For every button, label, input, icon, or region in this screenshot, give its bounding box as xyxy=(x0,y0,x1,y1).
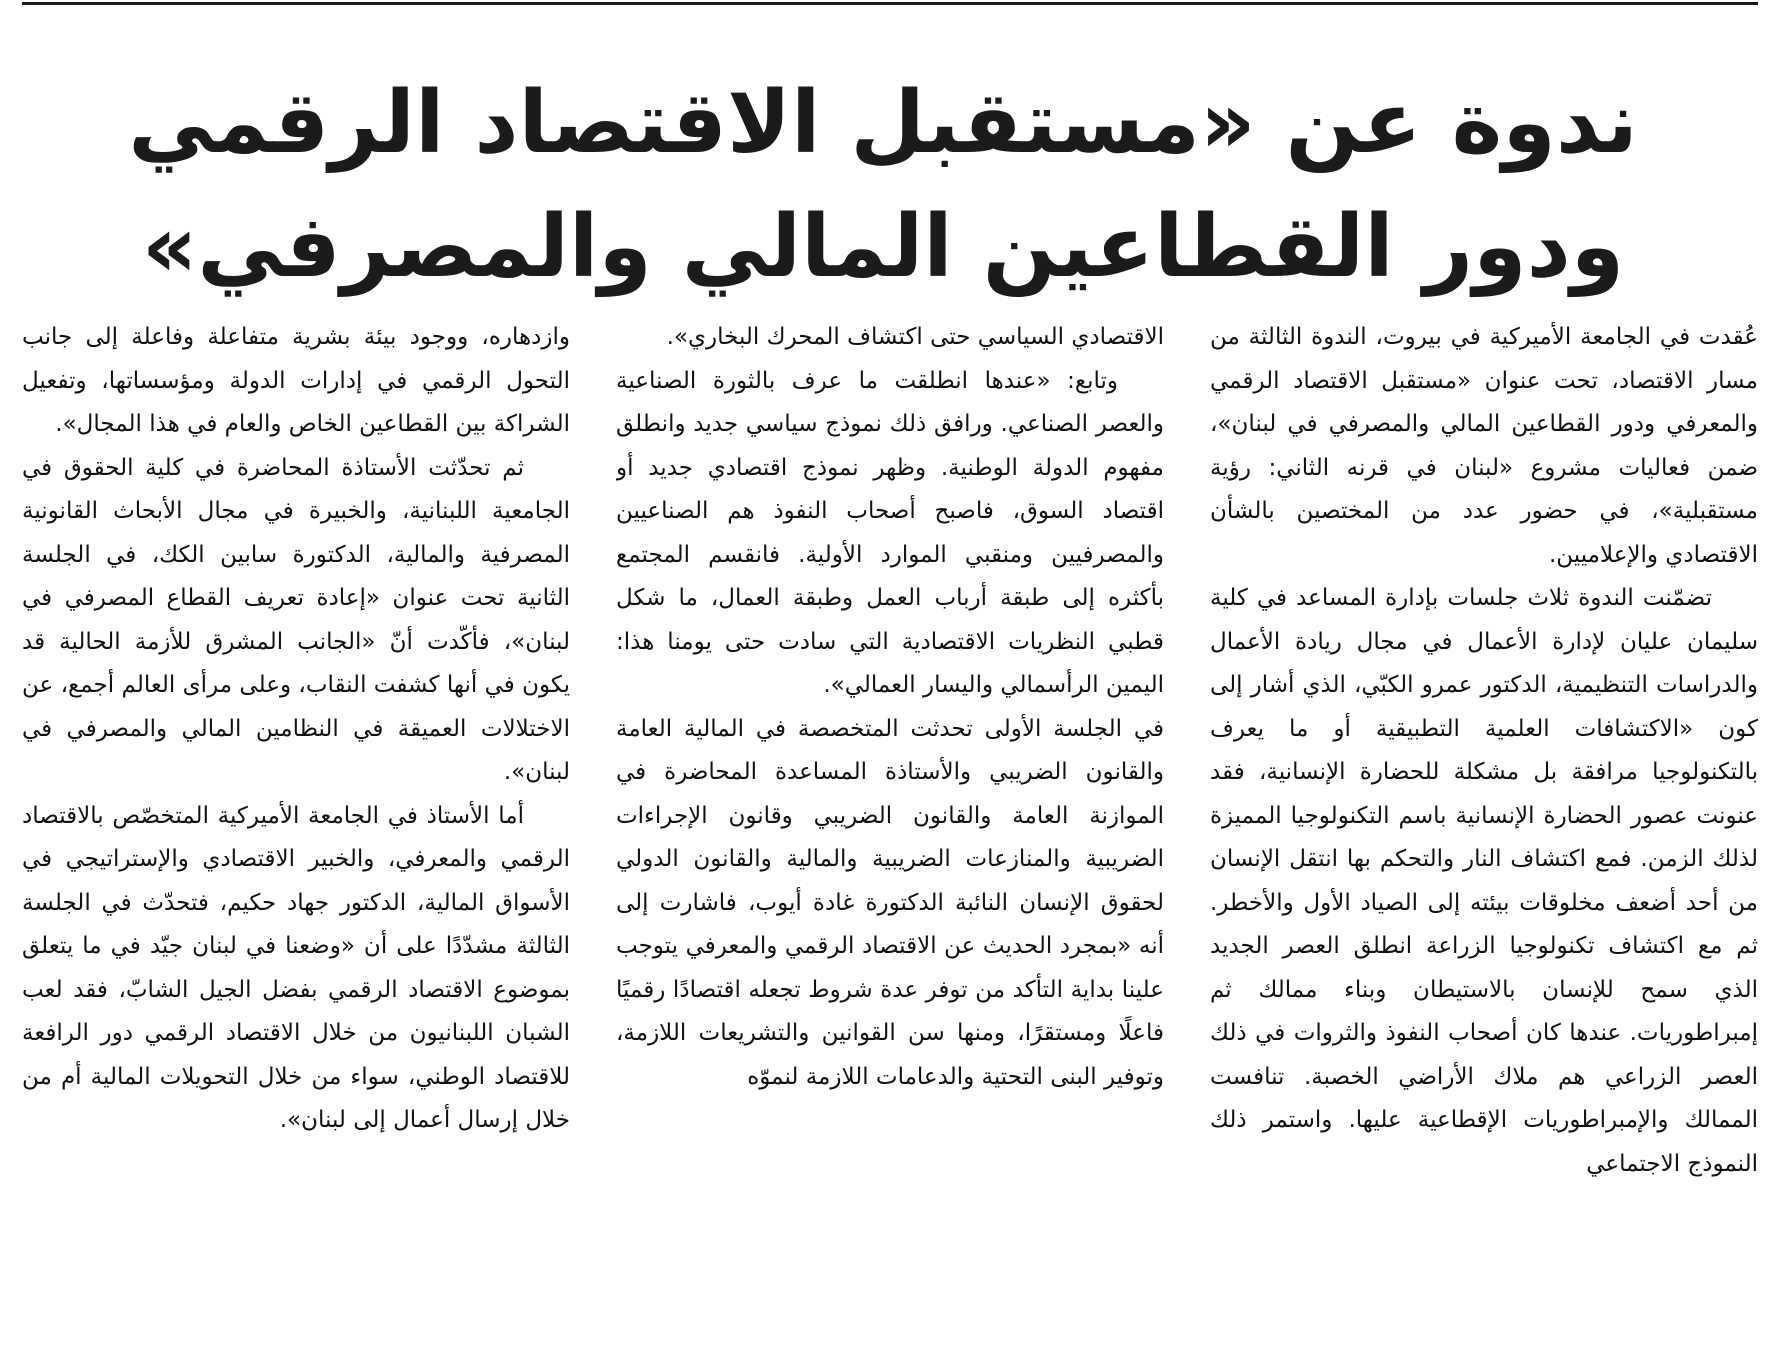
paragraph: وتابع: «عندها انطلقت ما عرف بالثورة الصناعية والعصر الصناعي. ورافق ذلك نموذج سياسي جديد وانطلق مفهوم الدولة الوطنية. وظهر نموذج اقتصادي جديد أو اقتصاد السوق، فاصبح أصحاب النفوذ هم الصناعيين والمصرفيين ومنقبي الموارد الأولية. فانقسم المجتمع بأكثره إلى طبقة أرباب العمل وطبقة العمال، ما شكل قطبي النظريات الاقتصادية التي سادت حتى يومنا هذا: اليمين الرأسمالي واليسار العمالي». xyxy=(616,367,1164,698)
paragraph: عُقدت في الجامعة الأميركية في بيروت، الندوة الثالثة من مسار الاقتصاد، تحت عنوان «مستقبل الاقتصاد الرقمي والمعرفي ودور القطاعين المالي والمصرفي في لبنان»، ضمن فعاليات مشروع «لبنان في قرنه الثاني: رؤية مستقبلية»، في حضور عدد من المختصين بالشأن الاقتصادي والإعلاميين. xyxy=(1210,324,1758,568)
paragraph: وازدهاره، ووجود بيئة بشرية متفاعلة وفاعلة إلى جانب التحول الرقمي في إدارات الدولة ومؤسساتها، وتفعيل الشراكة بين القطاعين الخاص والعام في هذا المجال». xyxy=(22,324,570,437)
top-rule xyxy=(22,2,1758,5)
article-column-1 xyxy=(1210,316,1758,1346)
paragraph: ثم تحدّثت الأستاذة المحاضرة في كلية الحقوق في الجامعية اللبنانية، والخبيرة في مجال الأبحاث القانونية المصرفية والمالية، الدكتورة سابين الكك، في الجلسة الثانية تحت عنوان «إعادة تعريف القطاع المصرفي في لبنان»، فأكّدت أنّ «الجانب المشرق للأزمة الحالية قد يكون في أنها كشفت النقاب، وعلى مرأى العالم أجمع، عن الاختلالات العميقة في النظامين المالي والمصرفي في لبنان». xyxy=(22,454,570,785)
article-column-2 xyxy=(616,316,1164,1346)
paragraph: الاقتصادي السياسي حتى اكتشاف المحرك البخاري». xyxy=(666,324,1164,350)
paragraph: تضمّنت الندوة ثلاث جلسات بإدارة المساعد في كلية سليمان عليان لإدارة الأعمال في مجال ريادة الأعمال والدراسات التنظيمية، الدكتور عمرو الكبّي، الذي أشار إلى كون «الاكتشافات العلمية التطبيقية أو ما يعرف بالتكنولوجيا مرافقة بل مشكلة للحضارة الإنسانية، فقد عنونت عصور الحضارة الإنسانية باسم التكنولوجيا المميزة لذلك الزمن. فمع اكتشاف النار والتحكم بها انتقل الإنسان من أحد أضعف مخلوقات بيئته إلى الصياد الأول والأخطر. ثم مع اكتشاف تكنولوجيا الزراعة انطلق العصر الجديد الذي سمح للإنسان بالاستيطان وبناء ممالك ثم إمبراطوريات. عندها كان أصحاب النفوذ والثروات في ذلك العصر الزراعي هم ملاك الأراضي الخصبة. تنافست الممالك والإمبراطوريات الإقطاعية عليها. واستمر ذلك النموذج الاجتماعي xyxy=(1210,585,1758,1177)
paragraph: أما الأستاذ في الجامعة الأميركية المتخصّص بالاقتصاد الرقمي والمعرفي، والخبير الاقتصادي والإستراتيجي في الأسواق المالية، الدكتور جهاد حكيم، فتحدّث في الجلسة الثالثة مشدّدًا على أن «وضعنا في لبنان جيّد في ما يتعلق بموضوع الاقتصاد الرقمي بفضل الجيل الشابّ، فقد لعب الشبان اللبنانيون من خلال الاقتصاد الرقمي دور الرافعة للاقتصاد الوطني، سواء من خلال التحويلات المالية أم من خلال إرسال أعمال إلى لبنان». xyxy=(22,802,570,1133)
article-headline xyxy=(60,61,1706,309)
article-columns xyxy=(22,316,1758,1346)
headline-line-2: ودور القطاعين المالي والمصرفي» xyxy=(141,197,1625,298)
headline-line-1: ندوة عن «مستقبل الاقتصاد الرقمي xyxy=(128,73,1638,174)
article-column-3 xyxy=(22,316,570,1346)
paragraph: في الجلسة الأولى تحدثت المتخصصة في المالية العامة والقانون الضريبي والأستاذة المساعدة المحاضرة في الموازنة العامة والقانون الضريبي وقانون الإجراءات الضريبية والمنازعات الضريبية والمالية والقانون الدولي لحقوق الإنسان النائبة الدكتورة غادة أيوب، فاشارت إلى أنه «بمجرد الحديث عن الاقتصاد الرقمي والمعرفي يتوجب علينا بداية التأكد من توفر عدة شروط تجعله اقتصادًا رقميًا فاعلًا ومستقرًا، ومنها سن القوانين والتشريعات اللازمة، وتوفير البنى التحتية والدعامات اللازمة لنموّه xyxy=(616,715,1164,1090)
